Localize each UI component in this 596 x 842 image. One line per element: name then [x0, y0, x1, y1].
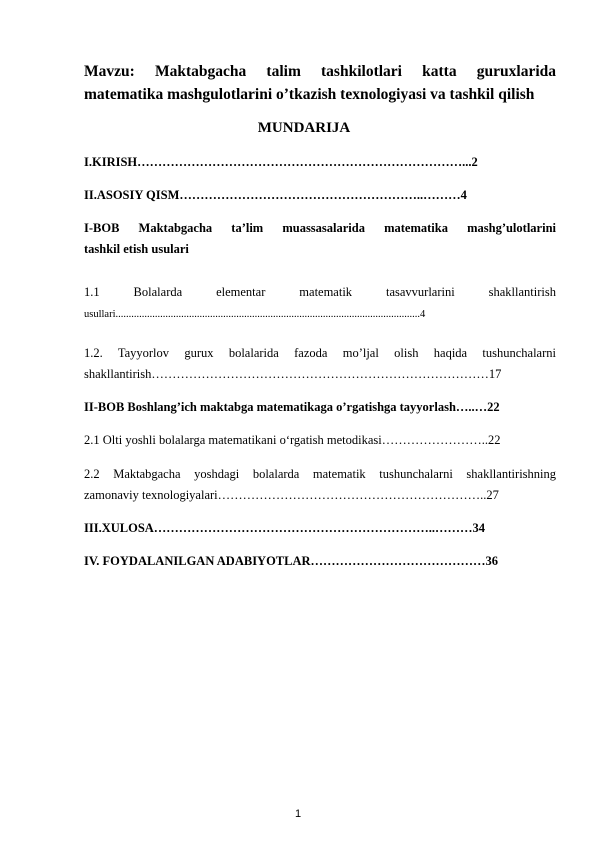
toc-entry-2-1: 2.1 Olti yoshli bolalarga matematikani o‘rgatish metodikasi……………………..22	[84, 433, 501, 447]
contents-heading: MUNDARIJA	[257, 120, 351, 136]
toc-entry-chapter-2: II-BOB Boshlang’ich maktabga matematikaga o’rgatishga tayyorlash…..…22	[84, 400, 500, 414]
toc-entry-chapter-1-line-1: I-BOB Maktabgacha ta’lim muassasalarida matematika mashg’ulotlarini	[84, 221, 556, 235]
toc-entry-adabiyotlar: IV. FOYDALANILGAN ADABIYOTLAR……………………………………36	[84, 554, 499, 568]
toc-entry-2-2	[84, 464, 556, 506]
document-topic	[84, 60, 556, 106]
toc-entry-1-2	[84, 343, 556, 385]
page-number: 1	[294, 808, 302, 820]
toc-entry-1-1-line-1: 1.1 Bolalarda elementar matematik tasavvurlarini shakllantirish	[84, 285, 556, 299]
toc-entry-1-1	[84, 282, 556, 325]
toc-entry-chapter-1-line-2: tashkil etish usulari	[84, 242, 189, 256]
toc-entry-asosiy-qism: II.ASOSIY QISM…………………………………………………..………4	[84, 188, 467, 202]
topic-line-1: Mavzu: Maktabgacha talim tashkilotlari katta guruxlarida	[84, 63, 556, 80]
toc-entry-xulosa: III.XULOSA…………………………………………………………..………34	[84, 521, 486, 535]
toc-entry-1-2-line-2: shakllantirish………………………………………………………………………17	[84, 367, 502, 381]
toc-entry-1-1-line-2: usullari....................................................................................................................4	[84, 309, 426, 320]
toc-entry-2-2-line-1: 2.2 Maktabgacha yoshdagi bolalarda matematik tushunchalarni shakllantirishning	[84, 467, 556, 481]
toc-entry-kirish: I.KIRISH……………………………………………………………………...2	[84, 155, 478, 169]
topic-line-2: matematika mashgulotlarini o’tkazish texnologiyasi va tashkil qilish	[84, 86, 535, 103]
toc-entry-1-2-line-1: 1.2. Tayyorlov gurux bolalarida fazoda mo’ljal olish haqida tushunchalarni	[84, 346, 556, 360]
toc-entry-2-2-line-2: zamonaviy texnologiyalari………………………………………………………..27	[84, 488, 499, 502]
toc-entry-chapter-1	[84, 218, 556, 260]
